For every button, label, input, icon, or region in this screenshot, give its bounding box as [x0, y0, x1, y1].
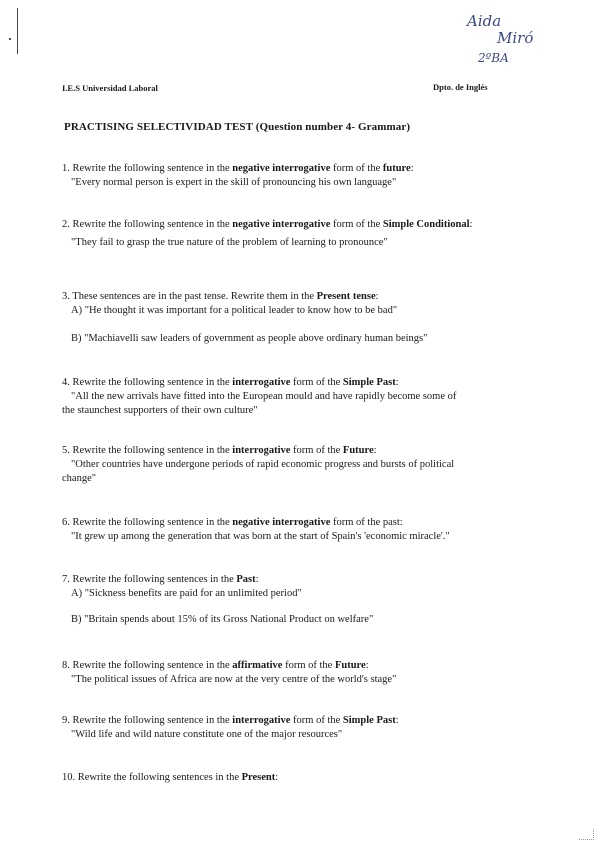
question-4-prompt: 4. Rewrite the following sentence in the interrogative form of the Simple Past: [62, 377, 399, 388]
question-6-prompt: 6. Rewrite the following sentence in the negative interrogative form of the past: [62, 517, 403, 528]
question-1 [62, 162, 522, 190]
question-2 [62, 218, 520, 250]
student-first-name: Aida [467, 12, 502, 30]
scan-corner-mark [579, 829, 594, 840]
question-7-sentence-b: B) "Britain spends about 15% of its Gross National Product on welfare" [71, 614, 374, 625]
department-name: Dpto. de Inglés [433, 82, 488, 92]
question-3-sentence-a: A) "He thought it was important for a political leader to know how to be bad" [71, 305, 398, 316]
student-last-name: Miró [497, 29, 534, 47]
question-1-prompt: 1. Rewrite the following sentence in the negative interrogative form of the future: [62, 163, 414, 174]
question-6-sentence: "It grew up among the generation that was born at the start of Spain's 'economic miracle'." [71, 531, 450, 542]
question-9-sentence: "Wild life and wild nature constitute one of the major resources" [71, 729, 343, 740]
question-8-sentence: "The political issues of Africa are now at the very centre of the world's stage" [71, 674, 397, 685]
question-8-prompt: 8. Rewrite the following sentence in the affirmative form of the Future: [62, 660, 369, 671]
school-name: I.E.S Universidad Laboral [62, 83, 158, 93]
question-6 [62, 516, 522, 544]
question-3-prompt: 3. These sentences are in the past tense. Rewrite them in the Present tense: [62, 291, 379, 302]
margin-mark [17, 8, 18, 54]
question-1-sentence: "Every normal person is expert in the skill of pronouncing his own language" [71, 177, 397, 188]
question-2-prompt: 2. Rewrite the following sentence in the negative interrogative form of the Simple Conditional: [62, 219, 473, 230]
question-5 [62, 444, 522, 486]
margin-dot [9, 38, 11, 40]
question-3 [62, 290, 522, 346]
page-title: PRACTISING SELECTIVIDAD TEST (Question number 4- Grammar) [64, 121, 411, 133]
question-5-prompt: 5. Rewrite the following sentence in the interrogative form of the Future: [62, 445, 377, 456]
question-10-prompt: 10. Rewrite the following sentences in the Present: [62, 772, 279, 783]
question-8 [62, 659, 522, 687]
question-4 [62, 376, 522, 418]
question-7-sentence-a: A) "Sickness benefits are paid for an unlimited period" [71, 588, 302, 599]
question-2-sentence: "They fail to grasp the true nature of the problem of learning to pronounce" [71, 237, 388, 248]
question-5-sentence-line-1: "Other countries have undergone periods of rapid economic progress and bursts of political [71, 459, 455, 470]
question-4-sentence-line-1: "All the new arrivals have fitted into the European mould and have rapidly become some of [71, 391, 457, 402]
question-9-prompt: 9. Rewrite the following sentence in the interrogative form of the Simple Past: [62, 715, 399, 726]
question-10 [62, 771, 522, 785]
student-class: 2ºBA [478, 51, 509, 65]
question-7 [62, 573, 522, 627]
question-4-sentence-line-2: the staunchest supporters of their own culture" [62, 405, 258, 416]
question-7-prompt: 7. Rewrite the following sentences in the Past: [62, 574, 259, 585]
question-5-sentence-line-2: change" [62, 473, 97, 484]
question-9 [62, 714, 522, 742]
question-3-sentence-b: B) "Machiavelli saw leaders of government as people above ordinary human beings" [71, 333, 428, 344]
